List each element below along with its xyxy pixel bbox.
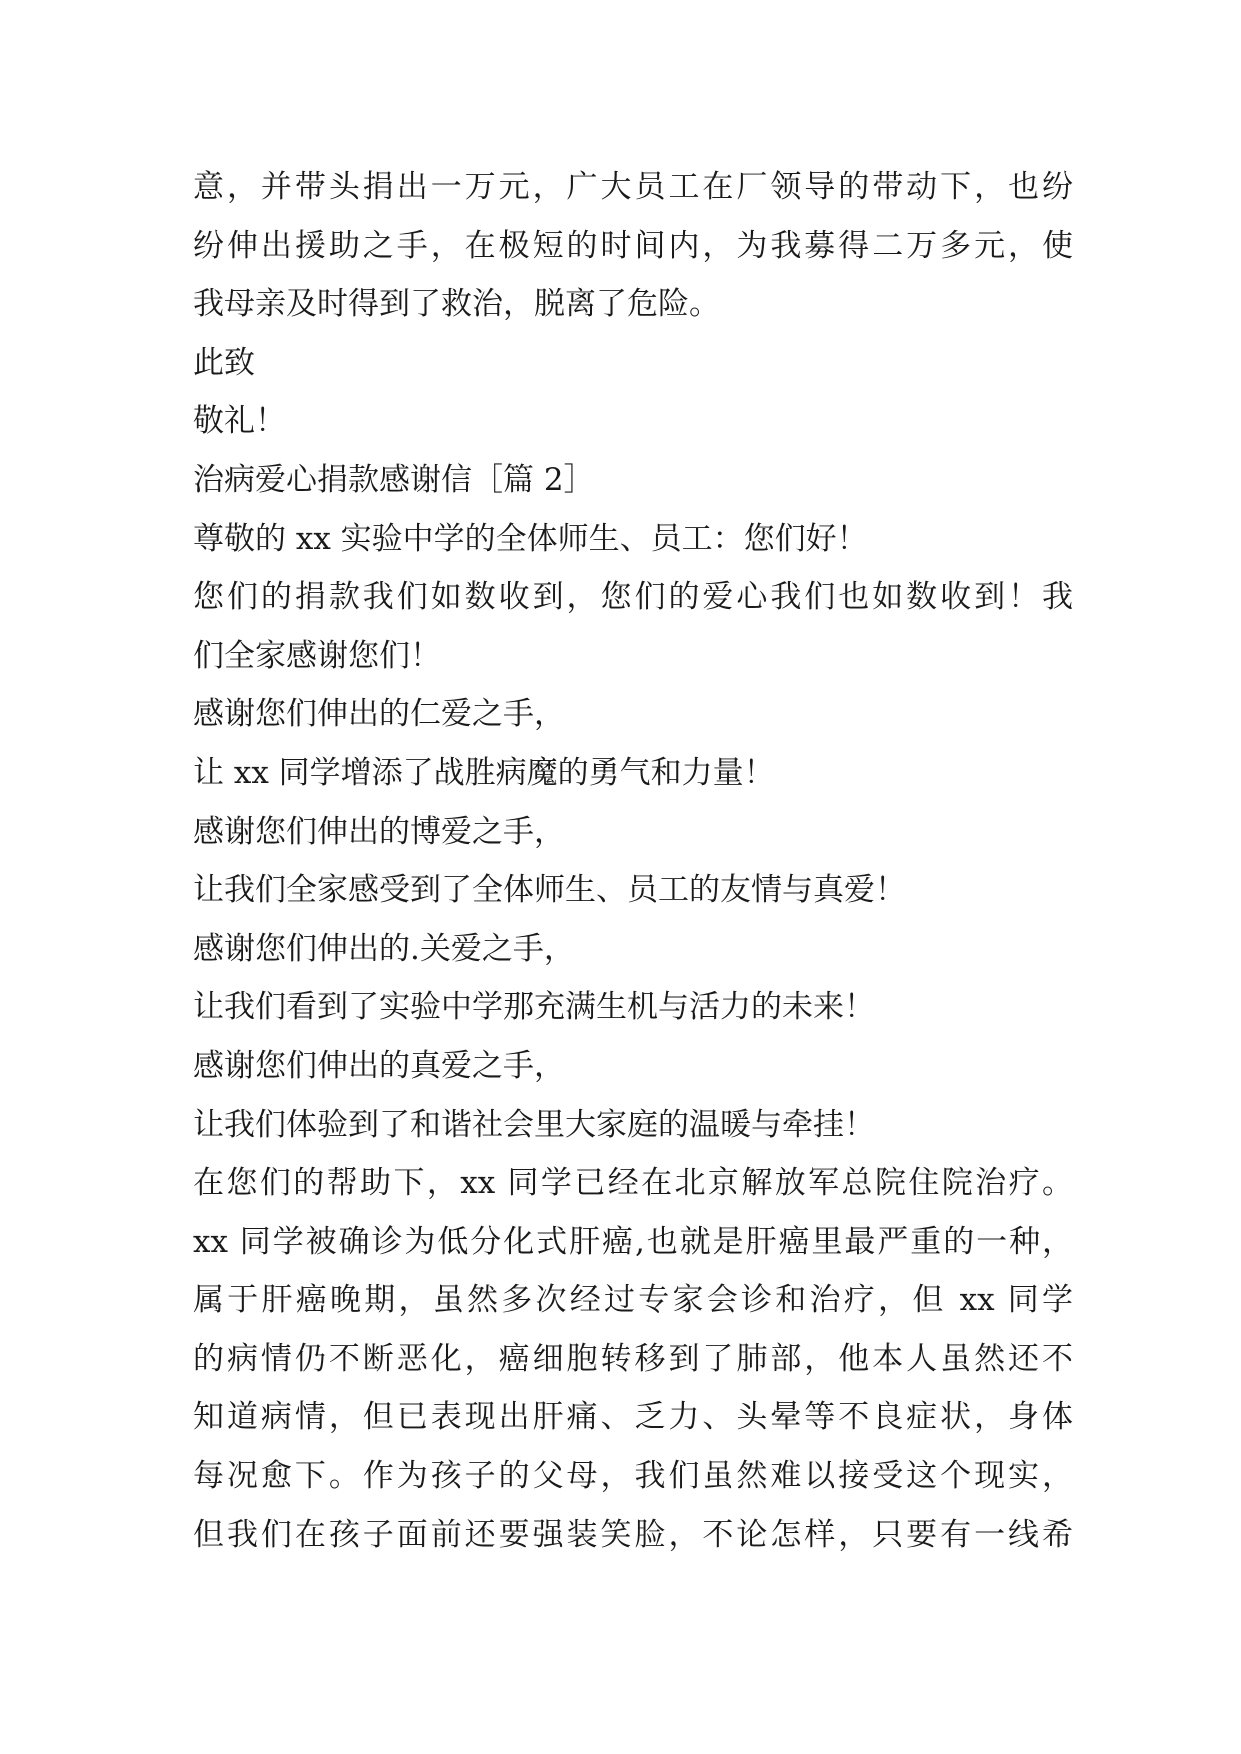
closing-line: 此致 [193, 344, 255, 381]
text-line: xx 同学被确诊为低分化式肝癌,也就是肝癌里最严重的一种， [193, 1223, 1073, 1260]
text-line: 意，并带头捐出一万元，广大员工在厂领导的带动下，也纷 [193, 169, 1073, 205]
text-line: 让我们看到了实验中学那充满生机与活力的未来！ [193, 989, 875, 1026]
text-line: 感谢您们伸出的仁爱之手， [193, 696, 565, 733]
text-line: 纷伸出援助之手，在极短的时间内，为我募得二万多元，使 [193, 227, 1073, 264]
text-line: 感谢您们伸出的博爱之手， [193, 813, 565, 850]
text-line: 感谢您们伸出的真爱之手， [193, 1047, 565, 1084]
text-line: 每况愈下。作为孩子的父母，我们虽然难以接受这个现实， [193, 1458, 1073, 1495]
text-line: 让我们全家感受到了全体师生、员工的友情与真爱！ [193, 872, 906, 909]
text-line: 我母亲及时得到了救治，脱离了危险。 [193, 286, 720, 323]
text-line: 的病情仍不断恶化，癌细胞转移到了肺部，他本人虽然还不 [193, 1340, 1073, 1377]
text-line: 在您们的帮助下，xx 同学已经在北京解放军总院住院治疗。 [193, 1165, 1073, 1202]
letter-body [193, 158, 1073, 1564]
closing-line: 敬礼！ [193, 403, 286, 440]
text-line: 让 xx 同学增添了战胜病魔的勇气和力量！ [193, 754, 775, 791]
text-line: 您们的捐款我们如数收到，您们的爱心我们也如数收到！我 [193, 579, 1073, 616]
text-line: 知道病情，但已表现出肝痛、乏力、头晕等不良症状，身体 [193, 1399, 1073, 1436]
text-line: 们全家感谢您们！ [193, 637, 441, 674]
section-title: 治病爱心捐款感谢信［篇 2］ [193, 461, 595, 498]
text-line: 属于肝癌晚期，虽然多次经过专家会诊和治疗，但 xx 同学 [193, 1282, 1073, 1319]
text-line: 让我们体验到了和谐社会里大家庭的温暖与牵挂！ [193, 1106, 875, 1143]
salutation-line: 尊敬的 xx 实验中学的全体师生、员工：您们好！ [193, 520, 868, 557]
text-line: 但我们在孩子面前还要强装笑脸，不论怎样，只要有一线希 [193, 1516, 1073, 1553]
text-line: 感谢您们伸出的.关爱之手， [193, 930, 575, 967]
